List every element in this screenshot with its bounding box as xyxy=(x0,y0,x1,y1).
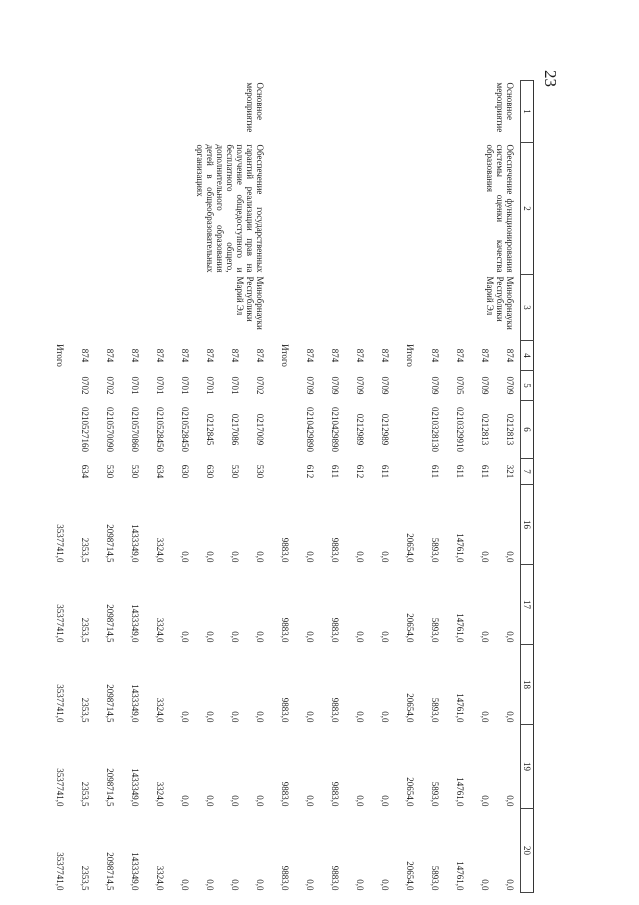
code-cell: 612 xyxy=(305,464,315,479)
col-header: 5 xyxy=(521,371,534,401)
col-header: 3 xyxy=(521,275,534,341)
col-header: 18 xyxy=(521,645,534,725)
table-body xyxy=(45,81,521,893)
code-cell: 874 xyxy=(480,348,490,363)
code-cell: 874 xyxy=(330,348,340,363)
code-cell: Итого xyxy=(55,344,65,367)
col-header: 17 xyxy=(521,565,534,645)
amount-cell: 0,0 xyxy=(355,879,365,891)
amount-cell: 0,0 xyxy=(255,711,265,723)
code-cell: 0701 xyxy=(205,376,215,395)
amount-cell: 3324,0 xyxy=(155,697,165,723)
amount-cell: 0,0 xyxy=(180,879,190,891)
code-cell: 0212989 xyxy=(380,413,390,446)
page-number: 23 xyxy=(541,70,560,87)
amount-cell: 14761,0 xyxy=(455,533,465,563)
amount-cell: 0,0 xyxy=(505,879,515,891)
amount-cell: 2098714,5 xyxy=(105,852,115,891)
amount-cell: 0,0 xyxy=(305,879,315,891)
code-cell: Итого xyxy=(405,344,415,367)
code-cell: 0210328130 xyxy=(430,407,440,452)
amount-cell: 2353,5 xyxy=(80,537,90,563)
code-cell: 530 xyxy=(255,464,265,479)
code-cell: 874 xyxy=(255,348,265,363)
amount-cell: 0,0 xyxy=(355,711,365,723)
col-header: 16 xyxy=(521,485,534,565)
amount-cell: 20654,0 xyxy=(405,693,415,723)
code-cell: 0709 xyxy=(505,376,515,395)
code-cell xyxy=(45,459,70,485)
amount-cell: 0,0 xyxy=(380,711,390,723)
amount-cell: 9883,0 xyxy=(330,865,340,891)
amount-cell: 20654,0 xyxy=(405,777,415,807)
amount-cell: 0,0 xyxy=(180,795,190,807)
amount-cell: 5893,0 xyxy=(430,537,440,563)
amount-cell: 9883,0 xyxy=(280,865,290,891)
table-row xyxy=(245,81,270,893)
code-cell: 0217009 xyxy=(255,413,265,446)
code-cell: 530 xyxy=(130,464,140,479)
amount-cell: 0,0 xyxy=(355,551,365,563)
code-cell: 0705 xyxy=(455,376,465,395)
amount-cell: 0,0 xyxy=(205,631,215,643)
amount-cell: 5893,0 xyxy=(430,697,440,723)
amount-cell: 9883,0 xyxy=(280,617,290,643)
code-cell: 0210429890 xyxy=(330,407,340,452)
code-cell: 0701 xyxy=(130,376,140,395)
code-cell: 0709 xyxy=(480,376,490,395)
amount-cell: 0,0 xyxy=(480,551,490,563)
code-cell: 874 xyxy=(180,348,190,363)
code-cell: 874 xyxy=(80,348,90,363)
col-header: 20 xyxy=(521,809,534,893)
code-cell: 611 xyxy=(380,464,390,479)
code-cell: 874 xyxy=(430,348,440,363)
code-cell: 0212813 xyxy=(480,413,490,446)
table-row xyxy=(495,81,521,893)
block-name: Основное мероприятие xyxy=(245,82,265,133)
block-description: Обеспечение функционирования системы оценки качества образования xyxy=(485,144,515,273)
code-cell: 0701 xyxy=(180,376,190,395)
amount-cell: 0,0 xyxy=(205,711,215,723)
amount-cell: 5893,0 xyxy=(430,781,440,807)
amount-cell: 0,0 xyxy=(205,879,215,891)
amount-cell: 20654,0 xyxy=(405,613,415,643)
amount-cell: 1433349,0 xyxy=(130,768,140,807)
amount-cell: 2353,5 xyxy=(80,697,90,723)
amount-cell: 0,0 xyxy=(480,879,490,891)
code-cell xyxy=(395,401,420,459)
code-cell: 0701 xyxy=(155,376,165,395)
amount-cell: 3324,0 xyxy=(155,617,165,643)
amount-cell: 14761,0 xyxy=(455,693,465,723)
amount-cell: 3537741,0 xyxy=(55,852,65,891)
block-executor: Минобрнауки Республики Марий Эл xyxy=(485,276,515,330)
amount-cell: 9883,0 xyxy=(330,537,340,563)
amount-cell: 9883,0 xyxy=(330,697,340,723)
amount-cell: 2098714,5 xyxy=(105,684,115,723)
code-cell: 611 xyxy=(480,464,490,479)
amount-cell: 0,0 xyxy=(505,711,515,723)
code-cell xyxy=(395,459,420,485)
amount-cell: 5893,0 xyxy=(430,617,440,643)
amount-cell: 14761,0 xyxy=(455,861,465,891)
amount-cell: 3537741,0 xyxy=(55,524,65,563)
amount-cell: 3537741,0 xyxy=(55,768,65,807)
code-cell xyxy=(395,371,420,401)
amount-cell: 0,0 xyxy=(255,631,265,643)
code-cell: 0709 xyxy=(430,376,440,395)
col-header: 2 xyxy=(521,143,534,275)
code-cell: 0709 xyxy=(330,376,340,395)
amount-cell: 0,0 xyxy=(480,711,490,723)
code-cell: 874 xyxy=(505,348,515,363)
amount-cell: 0,0 xyxy=(505,551,515,563)
code-cell: 874 xyxy=(105,348,115,363)
code-cell: 630 xyxy=(205,464,215,479)
amount-cell: 1433349,0 xyxy=(130,684,140,723)
code-cell: 0709 xyxy=(355,376,365,395)
amount-cell: 9883,0 xyxy=(280,781,290,807)
amount-cell: 9883,0 xyxy=(330,617,340,643)
amount-cell: 0,0 xyxy=(480,795,490,807)
code-cell: 874 xyxy=(455,348,465,363)
code-cell: Итого xyxy=(280,344,290,367)
amount-cell: 1433349,0 xyxy=(130,852,140,891)
code-cell xyxy=(45,401,70,459)
amount-cell: 0,0 xyxy=(180,631,190,643)
amount-cell: 0,0 xyxy=(305,711,315,723)
amount-cell: 5893,0 xyxy=(430,865,440,891)
amount-cell: 0,0 xyxy=(255,551,265,563)
code-cell: 874 xyxy=(230,348,240,363)
amount-cell: 0,0 xyxy=(255,795,265,807)
amount-cell: 3537741,0 xyxy=(55,604,65,643)
code-cell: 0210429890 xyxy=(305,407,315,452)
code-cell: 321 xyxy=(505,464,515,479)
code-cell: 0709 xyxy=(380,376,390,395)
col-header: 4 xyxy=(521,341,534,371)
amount-cell: 1433349,0 xyxy=(130,524,140,563)
amount-cell: 3324,0 xyxy=(155,781,165,807)
amount-cell: 9883,0 xyxy=(330,781,340,807)
amount-cell: 2353,5 xyxy=(80,781,90,807)
amount-cell: 2098714,5 xyxy=(105,524,115,563)
amount-cell: 2353,5 xyxy=(80,865,90,891)
amount-cell: 2098714,5 xyxy=(105,604,115,643)
amount-cell: 0,0 xyxy=(205,551,215,563)
code-cell: 0210528450 xyxy=(155,407,165,452)
code-cell: 0702 xyxy=(80,376,90,395)
col-header: 19 xyxy=(521,725,534,809)
amount-cell: 2098714,5 xyxy=(105,768,115,807)
code-cell: 874 xyxy=(205,348,215,363)
amount-cell: 3537741,0 xyxy=(55,684,65,723)
amount-cell: 0,0 xyxy=(180,551,190,563)
code-cell: 0709 xyxy=(305,376,315,395)
amount-cell: 0,0 xyxy=(380,879,390,891)
amount-cell: 0,0 xyxy=(505,631,515,643)
col-header: 1 xyxy=(521,81,534,143)
code-cell: 0210570090 xyxy=(105,407,115,452)
amount-cell: 0,0 xyxy=(305,551,315,563)
col-header: 6 xyxy=(521,401,534,459)
code-cell: 874 xyxy=(305,348,315,363)
amount-cell: 20654,0 xyxy=(405,861,415,891)
amount-cell: 0,0 xyxy=(305,795,315,807)
amount-cell: 3324,0 xyxy=(155,865,165,891)
amount-cell: 0,0 xyxy=(380,631,390,643)
code-cell: 0210528450 xyxy=(180,407,190,452)
code-cell: 612 xyxy=(355,464,365,479)
code-cell: 530 xyxy=(230,464,240,479)
code-cell: 874 xyxy=(380,348,390,363)
budget-table xyxy=(45,80,534,893)
code-cell: 874 xyxy=(130,348,140,363)
amount-cell: 0,0 xyxy=(355,795,365,807)
amount-cell: 0,0 xyxy=(355,631,365,643)
amount-cell: 2353,5 xyxy=(80,617,90,643)
amount-cell: 20654,0 xyxy=(405,533,415,563)
code-cell: 611 xyxy=(455,464,465,479)
code-cell: 630 xyxy=(180,464,190,479)
amount-cell: 0,0 xyxy=(230,631,240,643)
code-cell: 0210329910 xyxy=(455,407,465,452)
code-cell: 874 xyxy=(155,348,165,363)
col-header: 7 xyxy=(521,459,534,485)
amount-cell: 0,0 xyxy=(180,711,190,723)
header-row xyxy=(521,81,534,893)
code-cell xyxy=(270,401,295,459)
amount-cell: 0,0 xyxy=(380,795,390,807)
amount-cell: 9883,0 xyxy=(280,697,290,723)
code-cell: 634 xyxy=(155,464,165,479)
code-cell: 0702 xyxy=(255,376,265,395)
code-cell: 0212845 xyxy=(205,413,215,446)
code-cell: 874 xyxy=(355,348,365,363)
amount-cell: 0,0 xyxy=(205,795,215,807)
amount-cell: 14761,0 xyxy=(455,777,465,807)
code-cell: 0701 xyxy=(230,376,240,395)
amount-cell: 0,0 xyxy=(230,879,240,891)
amount-cell: 0,0 xyxy=(505,795,515,807)
amount-cell: 3324,0 xyxy=(155,537,165,563)
code-cell xyxy=(270,459,295,485)
code-cell xyxy=(45,371,70,401)
amount-cell: 0,0 xyxy=(230,551,240,563)
code-cell: 0212813 xyxy=(505,413,515,446)
amount-cell: 0,0 xyxy=(255,879,265,891)
amount-cell: 0,0 xyxy=(230,795,240,807)
code-cell xyxy=(270,371,295,401)
code-cell: 0702 xyxy=(105,376,115,395)
amount-cell: 0,0 xyxy=(230,711,240,723)
block-executor: Минобрнауки Республики Марий Эл xyxy=(235,276,265,330)
code-cell: 611 xyxy=(430,464,440,479)
budget-table-container xyxy=(55,80,534,892)
code-cell: 530 xyxy=(105,464,115,479)
code-cell: 611 xyxy=(330,464,340,479)
amount-cell: 0,0 xyxy=(480,631,490,643)
code-cell: 0212989 xyxy=(355,413,365,446)
amount-cell: 9883,0 xyxy=(280,537,290,563)
code-cell: 0210527160 xyxy=(80,407,90,452)
amount-cell: 1433349,0 xyxy=(130,604,140,643)
block-name: Основное мероприятие xyxy=(495,82,515,133)
amount-cell: 14761,0 xyxy=(455,613,465,643)
code-cell: 0210570860 xyxy=(130,407,140,452)
code-cell: 0217086 xyxy=(230,413,240,446)
amount-cell: 0,0 xyxy=(305,631,315,643)
code-cell: 634 xyxy=(80,464,90,479)
block-description: Обеспечение государственных гарантий реализации прав на получение общедоступного и бесплатного общего, дополнительного образования детей в общеобразовательных организациях xyxy=(195,144,265,273)
amount-cell: 0,0 xyxy=(380,551,390,563)
